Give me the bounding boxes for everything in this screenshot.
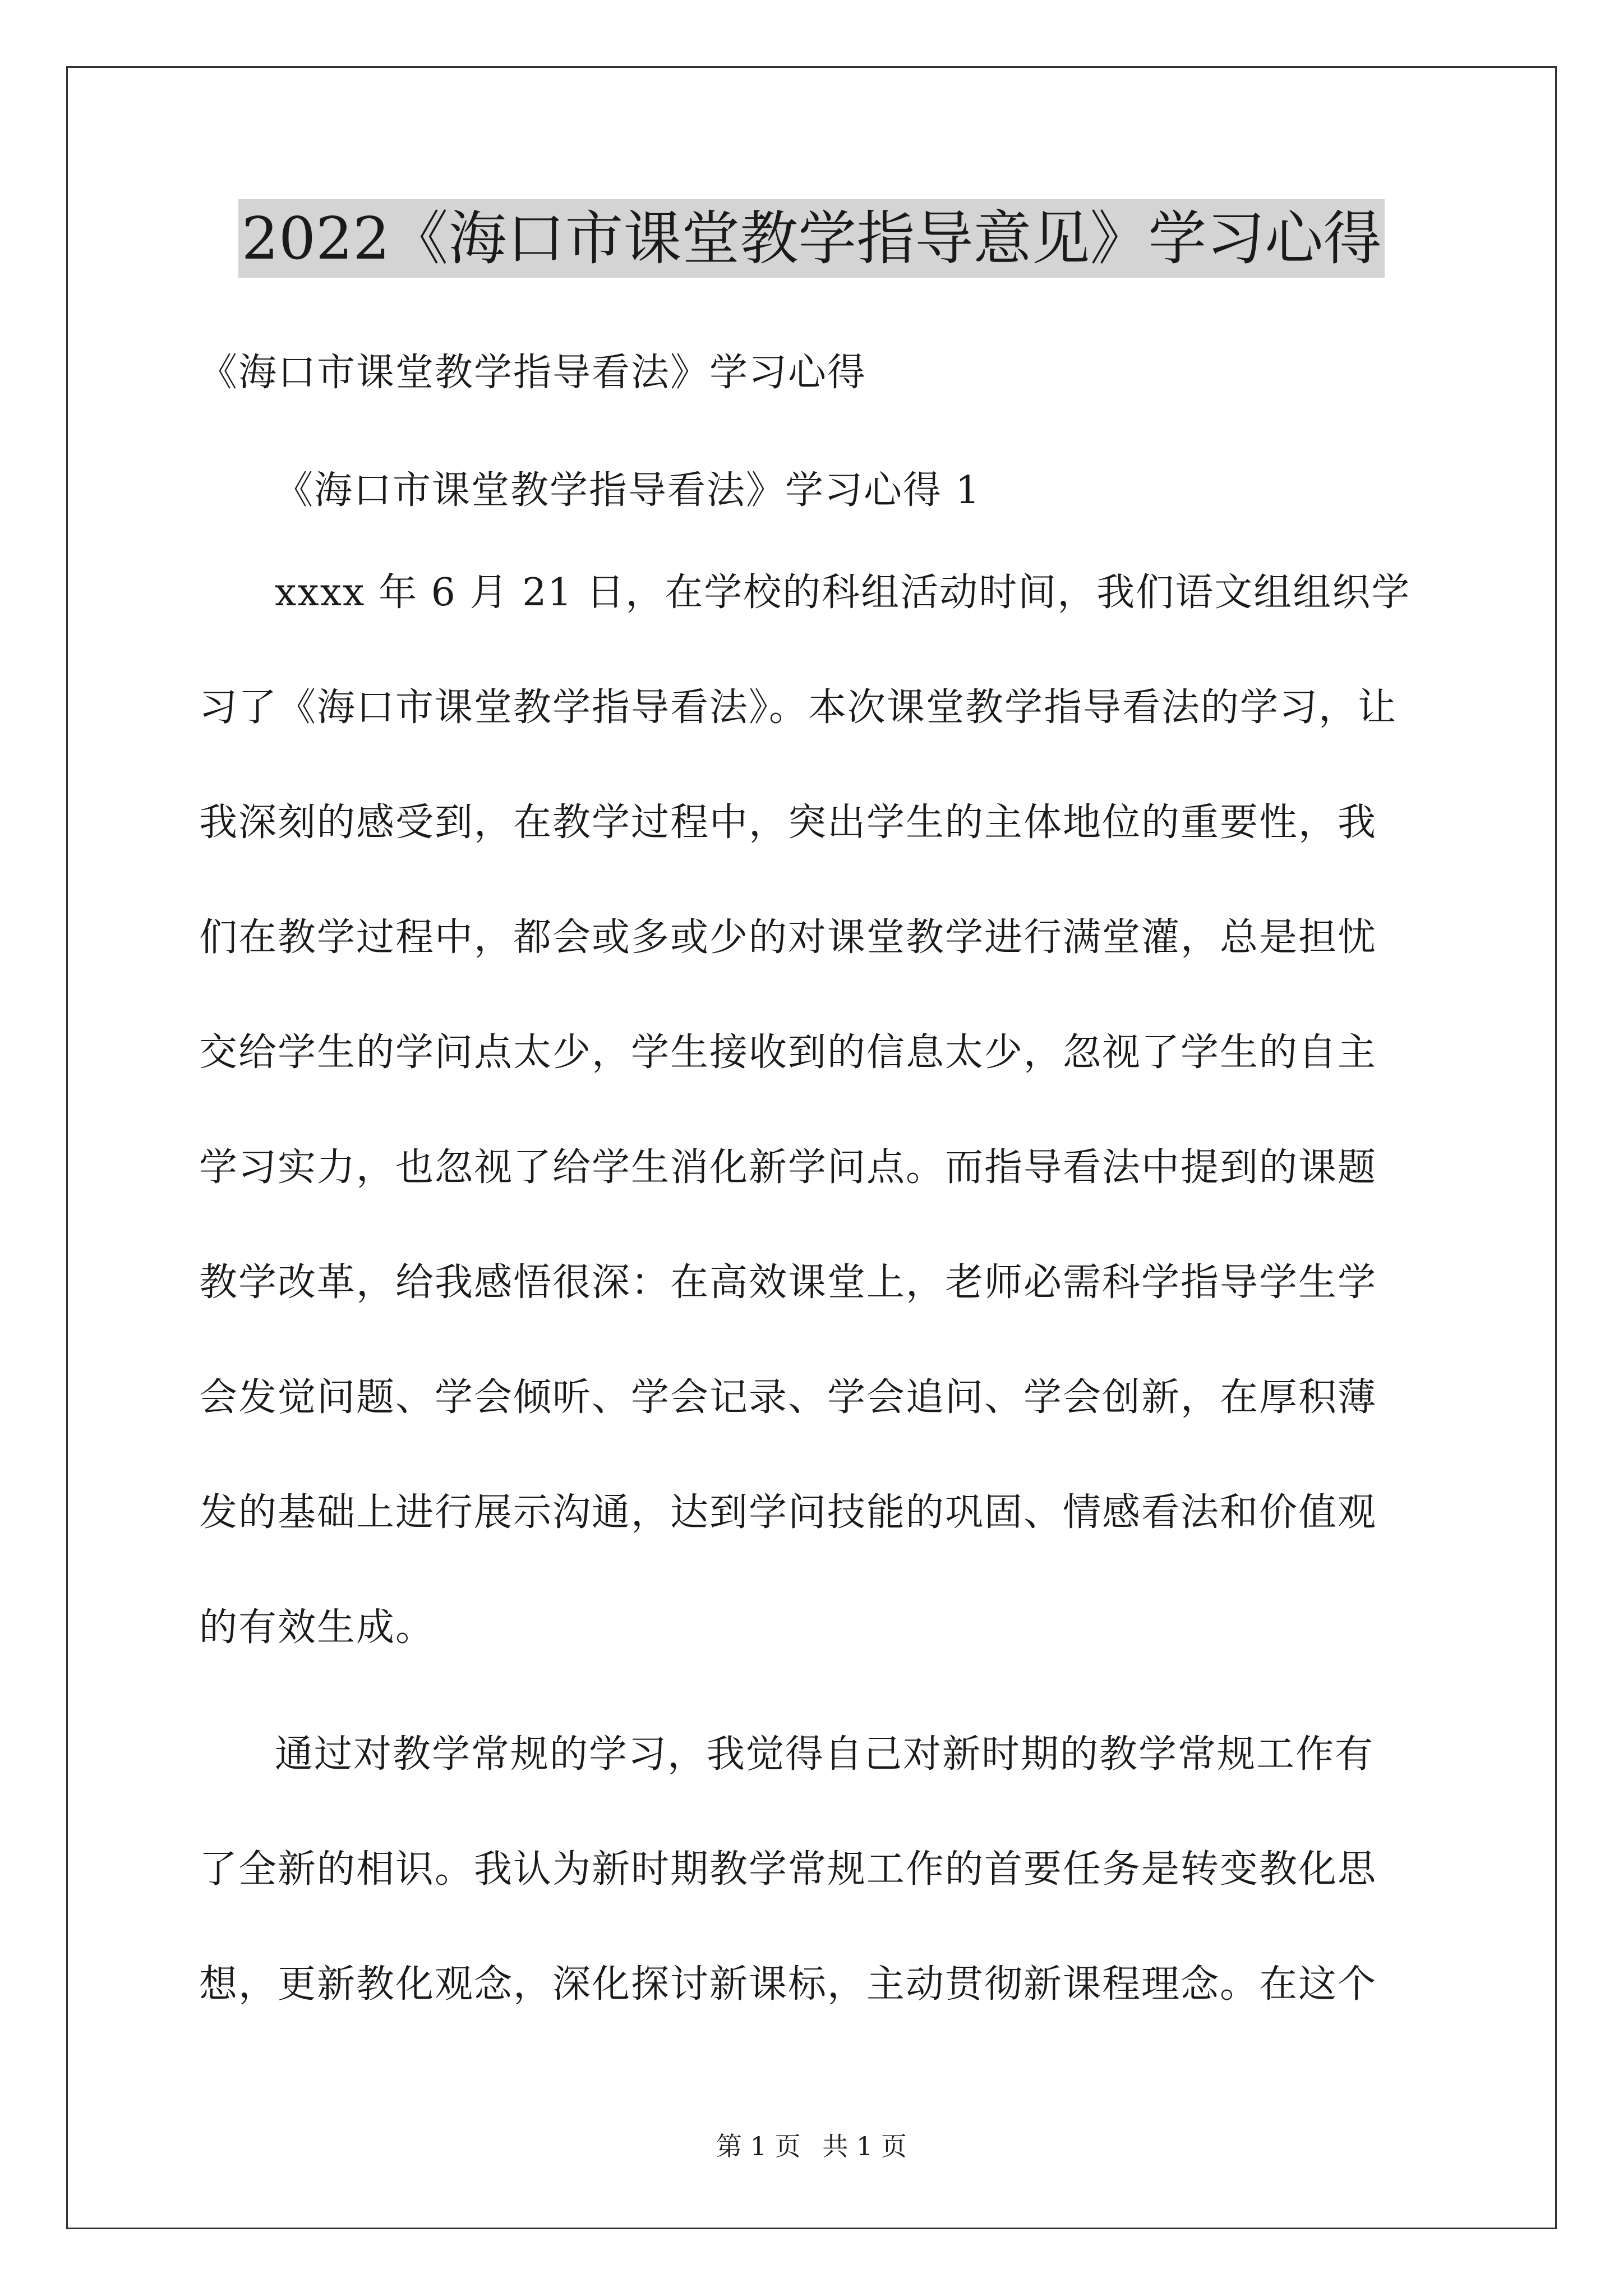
page-number-total: 共 1 页 xyxy=(822,2131,907,2161)
page-footer xyxy=(0,2126,1623,2163)
paragraph-line: 会发觉问题、学会倾听、学会记录、学会追问、学会创新，在厚积薄 xyxy=(199,1375,1377,1420)
document-title: 2022《海口市课堂教学指导意见》学习心得 xyxy=(238,199,1385,278)
paragraph-line: 我深刻的感受到，在教学过程中，突出学生的主体地位的重要性，我 xyxy=(199,800,1377,845)
paragraph-line: 交给学生的学问点太少，学生接收到的信息太少，忽视了学生的自主 xyxy=(199,1030,1377,1075)
paragraph-line: 们在教学过程中，都会或多或少的对课堂教学进行满堂灌，总是担忧 xyxy=(199,915,1377,960)
section-heading: 《海口市课堂教学指导看法》学习心得 1 xyxy=(275,468,981,513)
paragraph-line: 教学改革，给我感悟很深：在高效课堂上，老师必需科学指导学生学 xyxy=(199,1260,1377,1305)
paragraph-line: xxxx 年 6 月 21 日，在学校的科组活动时间，我们语文组组织学 xyxy=(275,570,1411,615)
paragraph-line: 习了《海口市课堂教学指导看法》。本次课堂教学指导看法的学习，让 xyxy=(199,685,1398,730)
paragraph-line: 发的基础上进行展示沟通，达到学问技能的巩固、情感看法和价值观 xyxy=(199,1490,1377,1535)
page-number-current: 第 1 页 xyxy=(716,2131,801,2161)
paragraph-line: 通过对教学常规的学习，我觉得自己对新时期的教学常规工作有 xyxy=(275,1732,1375,1777)
paragraph-line: 学习实力，也忽视了给学生消化新学问点。而指导看法中提到的课题 xyxy=(199,1145,1377,1190)
paragraph-line: 的有效生成。 xyxy=(199,1605,435,1650)
document-subtitle: 《海口市课堂教学指导看法》学习心得 xyxy=(199,351,867,395)
paragraph-line: 想，更新教化观念，深化探讨新课标，主动贯彻新课程理念。在这个 xyxy=(199,1962,1377,2007)
paragraph-line: 了全新的相识。我认为新时期教学常规工作的首要任务是转变教化思 xyxy=(199,1847,1377,1892)
title-container xyxy=(0,199,1623,278)
